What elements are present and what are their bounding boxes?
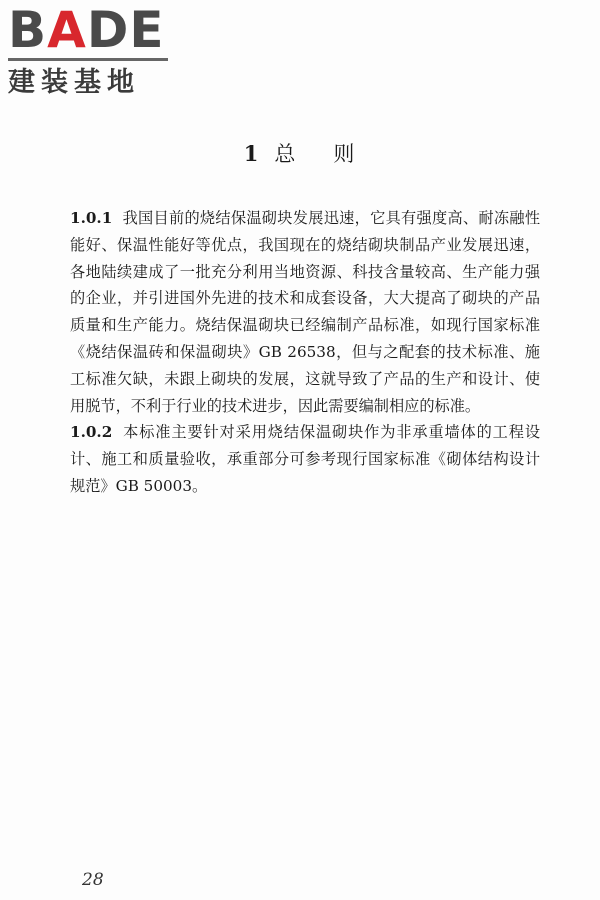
clause-number: 1.0.2 xyxy=(70,423,113,442)
clause-text: 我国目前的烧结保温砌块发展迅速，它具有强度高、耐冻融性能好、保温性能好等优点，我国现在的烧结砌块制品产业发展迅速，各地陆续建成了一批充分利用当地资源、科技含量较高、生产能力强的企业，并引进国外先进的技术和成套设备，大大提高了砌块的产品质量和生产能力。烧结保温砌块已经编制产品标准，如现行国家标准《烧结保温砖和保温砌块》GB 26538，但与之配套的技术标准、施工标准欠缺，未跟上砌块的发展，这就导致了产品的生产和设计、使用脱节，不利于行业的技术进步，因此需要编制相应的标准。 xyxy=(70,209,540,415)
chapter-title xyxy=(0,138,600,168)
chapter-title-part2: 则 xyxy=(333,142,357,166)
chapter-number: 1 xyxy=(243,141,261,166)
logo-subtitle: 建装基地 xyxy=(8,67,140,98)
clause-text: 本标准主要针对采用烧结保温砌块作为非承重墙体的工程设计、施工和质量验收，承重部分可参考现行国家标准《砌体结构设计规范》GB 50003。 xyxy=(70,423,540,495)
clause xyxy=(70,205,540,419)
chapter-body xyxy=(70,205,540,500)
clause-number: 1.0.1 xyxy=(70,209,113,227)
logo-wordmark: BADE xyxy=(8,1,165,59)
clause xyxy=(70,419,540,499)
page-number: 28 xyxy=(82,870,104,890)
chapter-title-part1: 总 xyxy=(274,142,298,166)
bade-logo xyxy=(8,1,178,99)
